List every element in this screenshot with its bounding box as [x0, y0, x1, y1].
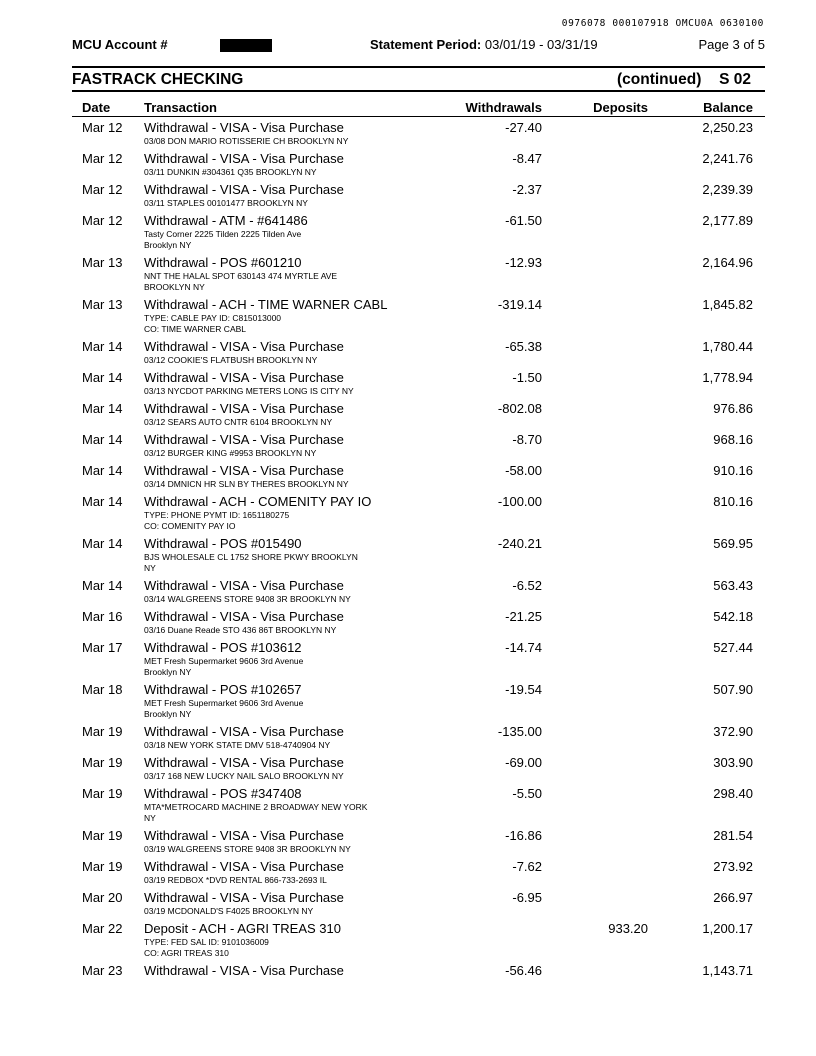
statement-header — [72, 37, 765, 53]
transaction-date: Mar 12 — [82, 213, 123, 228]
transaction-balance: 273.92 — [713, 859, 753, 874]
transaction-date: Mar 19 — [82, 786, 123, 801]
transaction-description: Withdrawal - ATM - #641486 — [144, 213, 308, 228]
transaction-balance: 1,845.82 — [702, 297, 753, 312]
transaction-date: Mar 23 — [82, 963, 123, 978]
transaction-balance: 563.43 — [713, 578, 753, 593]
transaction-description: Withdrawal - VISA - Visa Purchase — [144, 339, 344, 354]
transaction-row — [72, 401, 765, 428]
transaction-detail: 03/17 168 NEW LUCKY NAIL SALO BROOKLYN NY — [144, 771, 344, 781]
transaction-description: Withdrawal - VISA - Visa Purchase — [144, 401, 344, 416]
transaction-description: Withdrawal - VISA - Visa Purchase — [144, 755, 344, 770]
transaction-withdrawal: -8.47 — [512, 151, 542, 166]
transaction-withdrawal: -12.93 — [505, 255, 542, 270]
transaction-date: Mar 19 — [82, 828, 123, 843]
period-label: Statement Period: — [370, 37, 482, 52]
transaction-balance: 2,239.39 — [702, 182, 753, 197]
transaction-withdrawal: -2.37 — [512, 182, 542, 197]
transaction-row — [72, 682, 765, 720]
transaction-row — [72, 432, 765, 459]
transaction-row — [72, 828, 765, 855]
transaction-date: Mar 14 — [82, 463, 123, 478]
transaction-detail: 03/11 STAPLES 00101477 BROOKLYN NY — [144, 198, 308, 208]
transaction-withdrawal: -21.25 — [505, 609, 542, 624]
statement-period — [370, 37, 598, 52]
column-header-divider — [72, 116, 765, 117]
transaction-row — [72, 578, 765, 605]
transaction-detail: Tasty Corner 2225 Tilden 2225 Tilden Ave — [144, 229, 302, 239]
transaction-withdrawal: -27.40 — [505, 120, 542, 135]
transaction-balance: 968.16 — [713, 432, 753, 447]
transaction-description: Withdrawal - VISA - Visa Purchase — [144, 890, 344, 905]
transaction-withdrawal: -6.95 — [512, 890, 542, 905]
transaction-description: Withdrawal - VISA - Visa Purchase — [144, 859, 344, 874]
page-number: Page 3 of 5 — [698, 37, 765, 52]
transaction-withdrawal: -14.74 — [505, 640, 542, 655]
transaction-date: Mar 14 — [82, 536, 123, 551]
transaction-balance: 266.97 — [713, 890, 753, 905]
transaction-row — [72, 859, 765, 886]
transaction-list — [72, 120, 765, 983]
transaction-detail: 03/12 BURGER KING #9953 BROOKLYN NY — [144, 448, 317, 458]
transaction-balance: 372.90 — [713, 724, 753, 739]
transaction-detail: 03/13 NYCDOT PARKING METERS LONG IS CITY NY — [144, 386, 354, 396]
transaction-balance: 542.18 — [713, 609, 753, 624]
transaction-date: Mar 16 — [82, 609, 123, 624]
transaction-detail: Brooklyn NY — [144, 240, 192, 250]
transaction-description: Withdrawal - POS #347408 — [144, 786, 302, 801]
transaction-balance: 976.86 — [713, 401, 753, 416]
transaction-balance: 303.90 — [713, 755, 753, 770]
transaction-withdrawal: -6.52 — [512, 578, 542, 593]
transaction-balance: 281.54 — [713, 828, 753, 843]
transaction-description: Withdrawal - VISA - Visa Purchase — [144, 432, 344, 447]
transaction-detail: TYPE: FED SAL ID: 9101036009 — [144, 937, 269, 947]
transaction-date: Mar 12 — [82, 182, 123, 197]
transaction-withdrawal: -1.50 — [512, 370, 542, 385]
transaction-detail: 03/12 SEARS AUTO CNTR 6104 BROOKLYN NY — [144, 417, 333, 427]
transaction-detail: 03/19 REDBOX *DVD RENTAL 866-733-2693 IL — [144, 875, 327, 885]
transaction-description: Withdrawal - VISA - Visa Purchase — [144, 578, 344, 593]
transaction-row — [72, 120, 765, 147]
section-code: S 02 — [719, 71, 751, 88]
transaction-balance: 569.95 — [713, 536, 753, 551]
transaction-withdrawal: -19.54 — [505, 682, 542, 697]
transaction-withdrawal: -802.08 — [497, 401, 542, 416]
transaction-date: Mar 14 — [82, 339, 123, 354]
transaction-description: Withdrawal - POS #601210 — [144, 255, 302, 270]
transaction-description: Withdrawal - POS #102657 — [144, 682, 302, 697]
transaction-detail: MTA*METROCARD MACHINE 2 BROADWAY NEW YORK — [144, 802, 368, 812]
column-withdrawals: Withdrawals — [465, 100, 542, 115]
transaction-date: Mar 14 — [82, 578, 123, 593]
account-number-redaction — [220, 39, 272, 52]
column-deposits: Deposits — [593, 100, 648, 115]
transaction-date: Mar 17 — [82, 640, 123, 655]
transaction-date: Mar 22 — [82, 921, 123, 936]
transaction-row — [72, 463, 765, 490]
header-divider — [72, 66, 765, 68]
transaction-balance: 2,164.96 — [702, 255, 753, 270]
transaction-description: Withdrawal - VISA - Visa Purchase — [144, 828, 344, 843]
transaction-description: Withdrawal - VISA - Visa Purchase — [144, 463, 344, 478]
transaction-row — [72, 755, 765, 782]
transaction-balance: 810.16 — [713, 494, 753, 509]
transaction-description: Withdrawal - ACH - COMENITY PAY IO — [144, 494, 372, 509]
transaction-date: Mar 12 — [82, 120, 123, 135]
transaction-row — [72, 640, 765, 678]
transaction-date: Mar 18 — [82, 682, 123, 697]
transaction-date: Mar 14 — [82, 370, 123, 385]
transaction-row — [72, 786, 765, 824]
transaction-detail: 03/19 MCDONALD'S F4025 BROOKLYN NY — [144, 906, 314, 916]
transaction-withdrawal: -61.50 — [505, 213, 542, 228]
transaction-detail: NY — [144, 813, 156, 823]
transaction-detail: MET Fresh Supermarket 9606 3rd Avenue — [144, 698, 304, 708]
transaction-detail: TYPE: PHONE PYMT ID: 1651180275 — [144, 510, 290, 520]
transaction-description: Deposit - ACH - AGRI TREAS 310 — [144, 921, 341, 936]
column-headers — [72, 100, 765, 116]
transaction-detail: 03/14 DMNICN HR SLN BY THERES BROOKLYN NY — [144, 479, 349, 489]
transaction-balance: 1,143.71 — [702, 963, 753, 978]
section-divider — [72, 90, 765, 92]
section-continued: (continued) — [617, 71, 702, 88]
transaction-row — [72, 370, 765, 397]
transaction-detail: NY — [144, 563, 156, 573]
transaction-date: Mar 19 — [82, 724, 123, 739]
transaction-row — [72, 963, 765, 979]
transaction-detail: 03/12 COOKIE'S FLATBUSH BROOKLYN NY — [144, 355, 318, 365]
transaction-date: Mar 12 — [82, 151, 123, 166]
transaction-detail: Brooklyn NY — [144, 667, 192, 677]
transaction-description: Withdrawal - VISA - Visa Purchase — [144, 724, 344, 739]
transaction-detail: BROOKLYN NY — [144, 282, 205, 292]
transaction-detail: MET Fresh Supermarket 9606 3rd Avenue — [144, 656, 304, 666]
section-title: FASTRACK CHECKING — [72, 71, 244, 88]
transaction-balance: 2,177.89 — [702, 213, 753, 228]
transaction-detail: 03/11 DUNKIN #304361 Q35 BROOKLYN NY — [144, 167, 317, 177]
transaction-description: Withdrawal - VISA - Visa Purchase — [144, 120, 344, 135]
transaction-row — [72, 724, 765, 751]
transaction-row — [72, 890, 765, 917]
transaction-row — [72, 921, 765, 959]
transaction-withdrawal: -100.00 — [497, 494, 542, 509]
transaction-detail: 03/14 WALGREENS STORE 9408 3R BROOKLYN NY — [144, 594, 351, 604]
transaction-deposit: 933.20 — [608, 921, 648, 936]
transaction-date: Mar 19 — [82, 755, 123, 770]
micr-line: 0976078 000107918 OMCU0A 0630100 — [561, 18, 764, 29]
column-transaction: Transaction — [144, 100, 217, 115]
transaction-detail: TYPE: CABLE PAY ID: C815013000 — [144, 313, 282, 323]
transaction-date: Mar 13 — [82, 255, 123, 270]
transaction-balance: 507.90 — [713, 682, 753, 697]
transaction-description: Withdrawal - VISA - Visa Purchase — [144, 963, 344, 978]
transaction-row — [72, 182, 765, 209]
section-header — [72, 71, 765, 89]
transaction-balance: 910.16 — [713, 463, 753, 478]
transaction-row — [72, 297, 765, 335]
transaction-date: Mar 14 — [82, 401, 123, 416]
transaction-detail: CO: COMENITY PAY IO — [144, 521, 236, 531]
transaction-description: Withdrawal - VISA - Visa Purchase — [144, 182, 344, 197]
transaction-withdrawal: -56.46 — [505, 963, 542, 978]
transaction-row — [72, 151, 765, 178]
column-date: Date — [82, 100, 111, 115]
transaction-date: Mar 19 — [82, 859, 123, 874]
transaction-withdrawal: -8.70 — [512, 432, 542, 447]
transaction-withdrawal: -7.62 — [512, 859, 542, 874]
transaction-detail: CO: TIME WARNER CABL — [144, 324, 247, 334]
transaction-date: Mar 14 — [82, 494, 123, 509]
transaction-detail: Brooklyn NY — [144, 709, 192, 719]
transaction-withdrawal: -65.38 — [505, 339, 542, 354]
transaction-description: Withdrawal - POS #103612 — [144, 640, 302, 655]
transaction-row — [72, 213, 765, 251]
transaction-balance: 2,241.76 — [702, 151, 753, 166]
transaction-date: Mar 13 — [82, 297, 123, 312]
transaction-balance: 527.44 — [713, 640, 753, 655]
period-value: 03/01/19 - 03/31/19 — [484, 37, 598, 52]
transaction-withdrawal: -135.00 — [497, 724, 542, 739]
transaction-withdrawal: -58.00 — [505, 463, 542, 478]
transaction-description: Withdrawal - VISA - Visa Purchase — [144, 370, 344, 385]
transaction-balance: 1,200.17 — [702, 921, 753, 936]
transaction-detail: 03/16 Duane Reade STO 436 86T BROOKLYN NY — [144, 625, 337, 635]
transaction-balance: 1,780.44 — [702, 339, 753, 354]
transaction-detail: NNT THE HALAL SPOT 630143 474 MYRTLE AVE — [144, 271, 338, 281]
transaction-detail: 03/19 WALGREENS STORE 9408 3R BROOKLYN NY — [144, 844, 351, 854]
account-label: MCU Account # — [72, 37, 168, 52]
transaction-detail: 03/18 NEW YORK STATE DMV 518-4740904 NY — [144, 740, 331, 750]
transaction-withdrawal: -5.50 — [512, 786, 542, 801]
transaction-withdrawal: -69.00 — [505, 755, 542, 770]
transaction-row — [72, 536, 765, 574]
transaction-description: Withdrawal - POS #015490 — [144, 536, 302, 551]
transaction-row — [72, 494, 765, 532]
transaction-row — [72, 339, 765, 366]
transaction-row — [72, 609, 765, 636]
transaction-description: Withdrawal - ACH - TIME WARNER CABL — [144, 297, 388, 312]
transaction-description: Withdrawal - VISA - Visa Purchase — [144, 151, 344, 166]
transaction-detail: CO: AGRI TREAS 310 — [144, 948, 229, 958]
transaction-withdrawal: -16.86 — [505, 828, 542, 843]
transaction-balance: 298.40 — [713, 786, 753, 801]
transaction-withdrawal: -240.21 — [497, 536, 542, 551]
transaction-withdrawal: -319.14 — [497, 297, 542, 312]
transaction-description: Withdrawal - VISA - Visa Purchase — [144, 609, 344, 624]
transaction-date: Mar 14 — [82, 432, 123, 447]
transaction-row — [72, 255, 765, 293]
transaction-date: Mar 20 — [82, 890, 123, 905]
transaction-detail: BJS WHOLESALE CL 1752 SHORE PKWY BROOKLYN — [144, 552, 358, 562]
transaction-balance: 1,778.94 — [702, 370, 753, 385]
column-balance: Balance — [703, 100, 753, 115]
transaction-balance: 2,250.23 — [702, 120, 753, 135]
transaction-detail: 03/08 DON MARIO ROTISSERIE CH BROOKLYN NY — [144, 136, 349, 146]
